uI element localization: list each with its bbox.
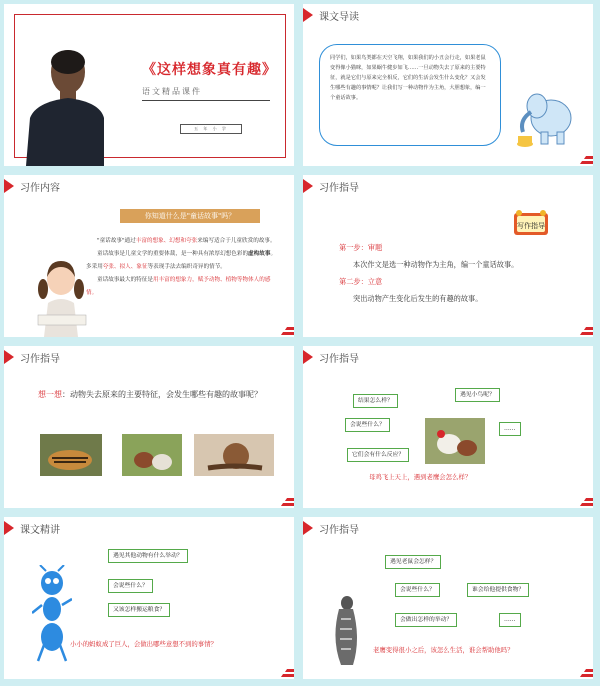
lesson-title: 《这样想象真有趣》: [142, 62, 277, 78]
speech-result: 结果怎么样？: [353, 394, 398, 408]
slide-title[interactable]: [4, 4, 294, 166]
speech-meet-mouse: 遇见老鼠会怎样？: [385, 555, 441, 569]
slide-intro[interactable]: [303, 4, 593, 166]
paragraph-2: 童话故事是儿童文学的重要体裁，是一种具有浓厚幻想色彩的虚构故事。多采用夸张、拟人、象征等表现手法去编织奇异的情节。: [86, 251, 277, 270]
speech-other-animals: 遇见其他动物有什么举动？: [108, 549, 188, 563]
header-marker-icon: [303, 521, 313, 535]
header-marker-icon: [303, 179, 313, 193]
hens-photo: [425, 418, 485, 464]
corner-decoration: [272, 323, 294, 337]
slide-guidance-steps[interactable]: [303, 175, 593, 337]
grade-label: 五 年 小 学: [180, 124, 242, 134]
teacher-photo: [24, 44, 104, 166]
caption-text: 母鸡飞上天上，遇到老鹰会怎么样？: [369, 473, 472, 481]
step-1-text: 本次作文是选一种动物作为主角，编一个童话故事。: [353, 260, 519, 269]
speech-who-feeds: 谁会给他提供食物？: [467, 583, 529, 597]
speech-say-what: 会说些什么？: [345, 418, 390, 432]
speech-actions: 会做出怎样的举动？: [395, 613, 457, 627]
slide-eagle-example[interactable]: [303, 517, 593, 679]
corner-decoration: [571, 152, 593, 166]
slide-header: [303, 517, 593, 539]
slide-hen-example[interactable]: [303, 346, 593, 508]
ant-illustration: [32, 565, 72, 665]
slide-ant-example[interactable]: [4, 517, 294, 679]
slide-header-text: 习作指导: [319, 525, 359, 536]
title-divider: [142, 100, 270, 101]
corner-decoration: [571, 323, 593, 337]
slide-header: [303, 4, 593, 26]
eagle-photo: [327, 589, 363, 669]
corner-decoration: [571, 665, 593, 679]
writing-guide-sign-icon: [511, 209, 551, 237]
elephant-illustration: [513, 84, 578, 154]
question-banner: 你知道什么是"童话故事"吗？: [120, 209, 260, 223]
slide-header: [4, 517, 294, 539]
girl-reading-illustration: [34, 255, 89, 337]
chickens-photo: [122, 434, 182, 476]
speech-meet-bird: 遇见小鸟呢？: [455, 388, 500, 402]
paragraph-3: 童话故事最大的特征是用丰富的想象力，赋予动物、植物等物体人的感情。: [86, 277, 271, 296]
snail-photo: [194, 434, 274, 476]
paragraph-1: "童话故事"通过丰富的想象、幻想和夸张来编写适合于儿童欣赏的故事。: [97, 238, 276, 244]
speech-say-what: 会说些什么？: [395, 583, 440, 597]
content-text: [86, 235, 281, 300]
svg-text:写作指导: 写作指导: [517, 222, 545, 230]
caption-text: 小小的蚂蚁成了巨人，会做出哪些意想不到的事情？: [70, 640, 217, 648]
slide-header-text: 课文导读: [319, 12, 359, 23]
slide-header-text: 习作指导: [319, 354, 359, 365]
step-1-label: 第一步：审题: [339, 243, 383, 252]
header-marker-icon: [4, 179, 14, 193]
slide-header-text: 习作内容: [20, 183, 60, 194]
steps-text: [339, 239, 569, 307]
step-2-text: 突出动物产生变化后发生的有趣的故事。: [353, 294, 483, 303]
slide-header: [303, 175, 593, 197]
speech-ellipsis: ……: [499, 422, 521, 436]
speech-ellipsis: ……: [499, 613, 521, 627]
corner-decoration: [272, 665, 294, 679]
header-marker-icon: [4, 350, 14, 364]
slide-header-text: 课文精讲: [20, 525, 60, 536]
intro-text: 同学们，如果鸟类都在天空飞翔，如果我们的小丑会行走，如果老鼠变得像小猫咪，如果蜗牛健步如飞……一旦动物失去了原来的主要特征，就是它们与原来完全相反，它们的生活会发生什么变化？又会发生哪些有趣的事情呢？让我们写一种动物作为主角，大胆想象，编一个童话故事。: [330, 55, 486, 101]
think-text: 想一想：动物失去原来的主要特征，会发生哪些有趣的故事呢？: [38, 390, 262, 399]
header-marker-icon: [303, 350, 313, 364]
speech-carry-food: 又该怎样搬运粮食？: [108, 603, 170, 617]
corner-decoration: [272, 494, 294, 508]
slide-header: [303, 346, 593, 368]
intro-bubble: [319, 44, 501, 146]
speech-say-what: 会说些什么？: [108, 579, 153, 593]
header-marker-icon: [4, 521, 14, 535]
slide-content[interactable]: [4, 175, 294, 337]
slide-header-text: 习作指导: [20, 354, 60, 365]
caption-text: 老鹰变得很小之后，该怎么生活，谁会帮助他吗？: [373, 646, 514, 654]
slide-header: [4, 175, 294, 197]
lesson-subtitle: 语文精品课件: [142, 87, 202, 96]
speech-reaction: 它们会有什么反应？: [347, 448, 409, 462]
tiger-photo: [40, 434, 102, 476]
slide-header-text: 习作指导: [319, 183, 359, 194]
step-2-label: 第二步：立意: [339, 277, 383, 286]
slide-header: [4, 346, 294, 368]
header-marker-icon: [303, 8, 313, 22]
corner-decoration: [571, 494, 593, 508]
slide-think[interactable]: [4, 346, 294, 508]
